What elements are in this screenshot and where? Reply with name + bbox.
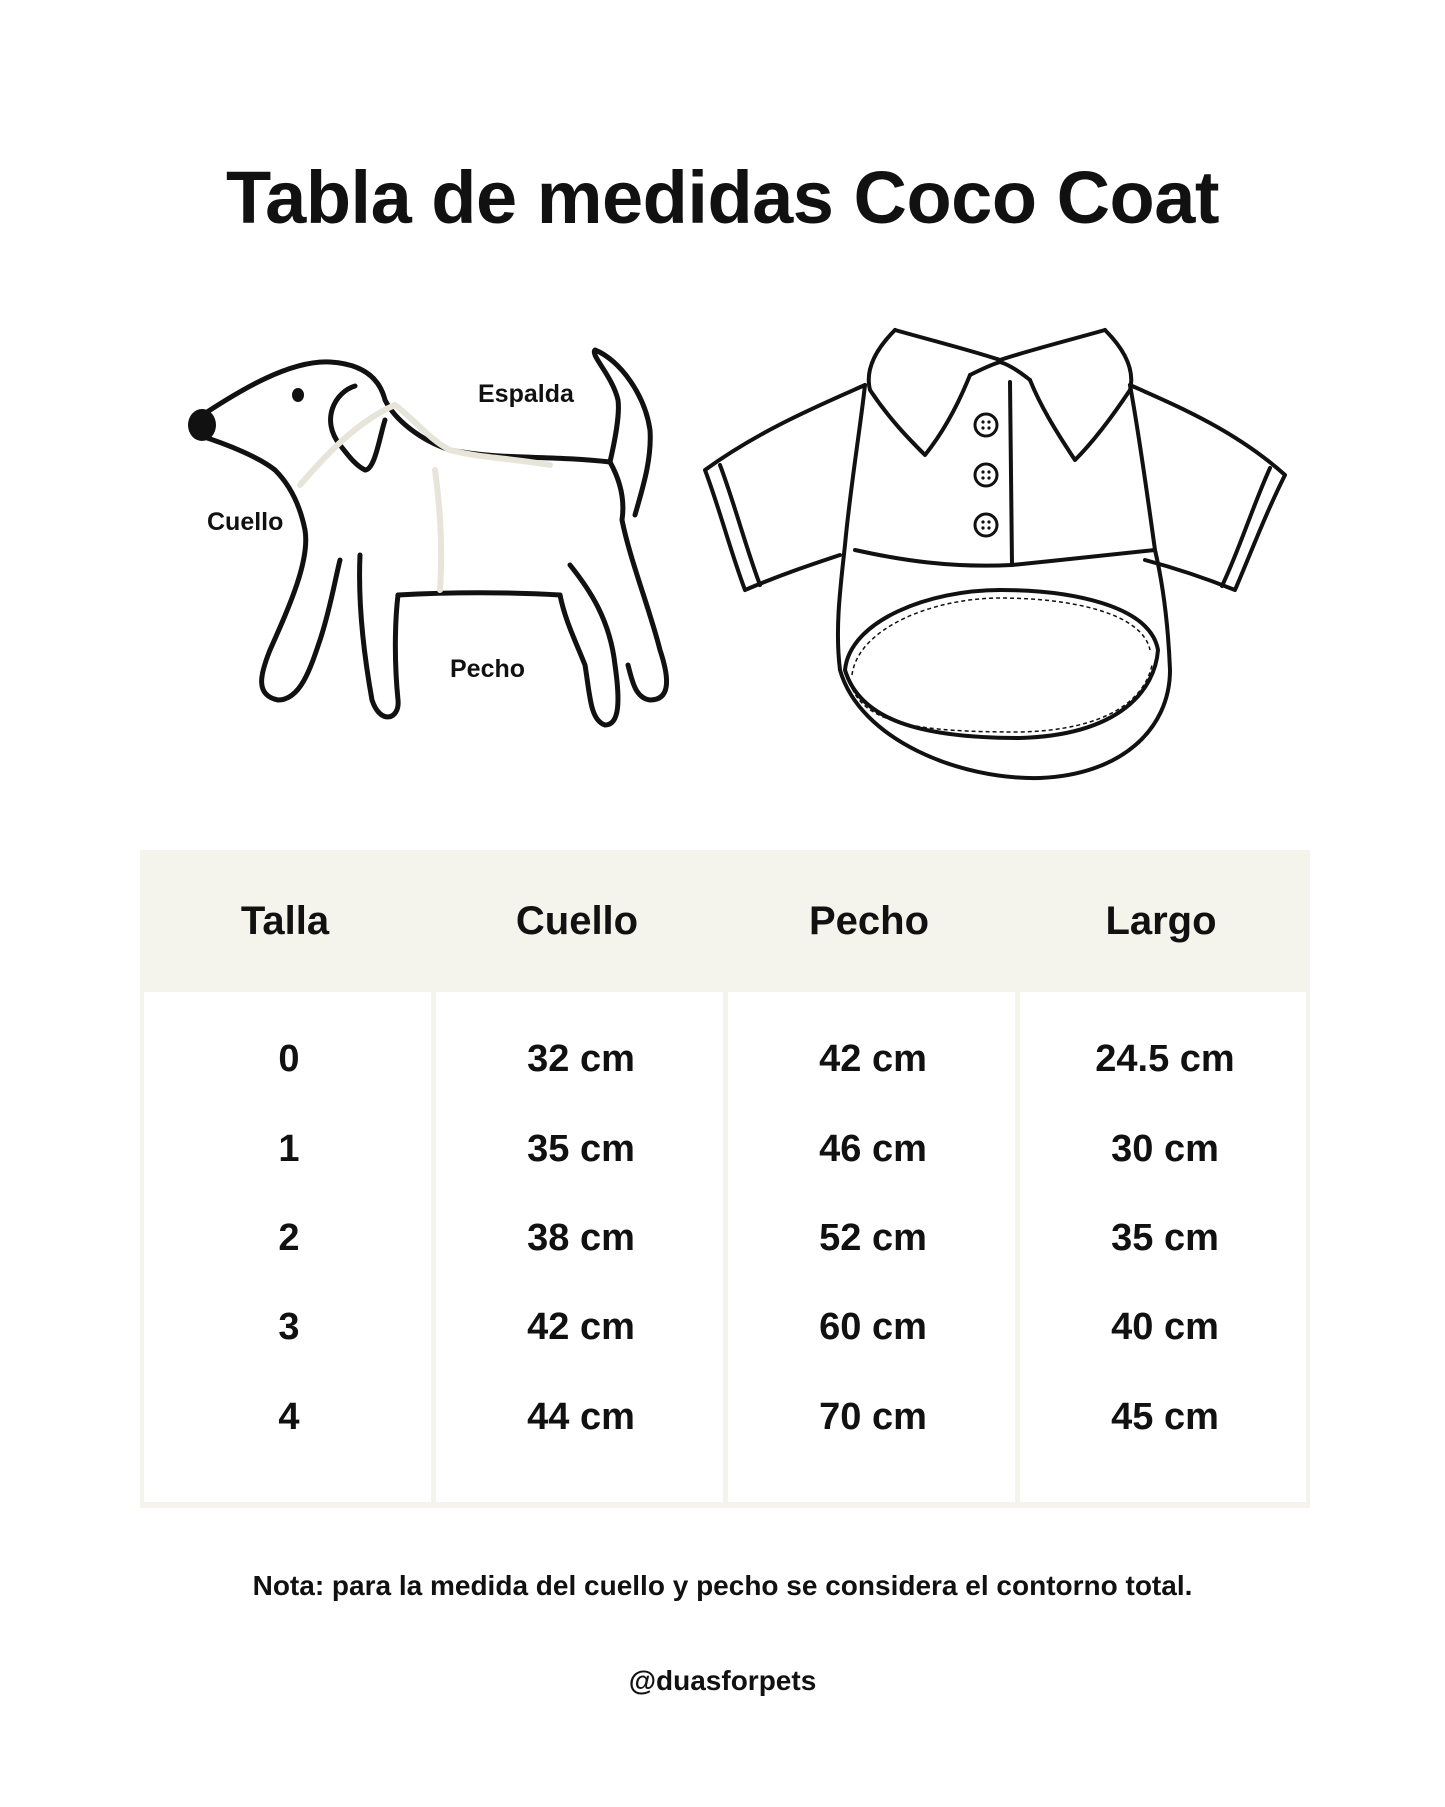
table-cell: 4 <box>278 1396 300 1438</box>
column-cuello <box>436 992 723 1502</box>
column-largo <box>1020 992 1306 1502</box>
table-cell: 35 cm <box>1111 1217 1219 1259</box>
header-cuello: Cuello <box>515 899 639 943</box>
size-table <box>140 850 1310 1508</box>
header-pecho: Pecho <box>808 899 930 943</box>
dog-illustration <box>180 320 700 790</box>
table-cell: 42 cm <box>819 1038 927 1080</box>
table-cell: 0 <box>278 1038 300 1080</box>
measurement-note: Nota: para la medida del cuello y pecho se considera el contorno total. <box>252 1570 1193 1601</box>
social-handle: @duasforpets <box>628 1665 817 1696</box>
column-talla <box>144 992 431 1502</box>
table-cell: 2 <box>278 1217 300 1259</box>
table-cell: 45 cm <box>1111 1396 1219 1438</box>
table-cell: 70 cm <box>819 1396 927 1438</box>
table-header <box>140 850 1310 992</box>
header-largo: Largo <box>1105 899 1217 943</box>
table-cell: 40 cm <box>1111 1306 1219 1348</box>
table-cell: 38 cm <box>527 1217 635 1259</box>
illustrations <box>0 320 1445 800</box>
label-cuello: Cuello <box>207 508 284 536</box>
table-cell: 42 cm <box>527 1306 635 1348</box>
page-title: Tabla de medidas Coco Coat <box>225 156 1220 239</box>
table-cell: 46 cm <box>819 1128 927 1170</box>
table-cell: 3 <box>278 1306 300 1348</box>
table-cell: 1 <box>278 1128 300 1170</box>
label-espalda: Espalda <box>478 380 574 408</box>
header-talla: Talla <box>240 899 330 943</box>
table-cell: 24.5 cm <box>1095 1038 1235 1080</box>
table-cell: 60 cm <box>819 1306 927 1348</box>
table-cell: 30 cm <box>1111 1128 1219 1170</box>
table-cell: 52 cm <box>819 1217 927 1259</box>
table-cell: 35 cm <box>527 1128 635 1170</box>
table-cell: 44 cm <box>527 1396 635 1438</box>
column-pecho <box>728 992 1015 1502</box>
table-cell: 32 cm <box>527 1038 635 1080</box>
label-pecho: Pecho <box>450 655 526 683</box>
coat-illustration <box>700 310 1300 790</box>
